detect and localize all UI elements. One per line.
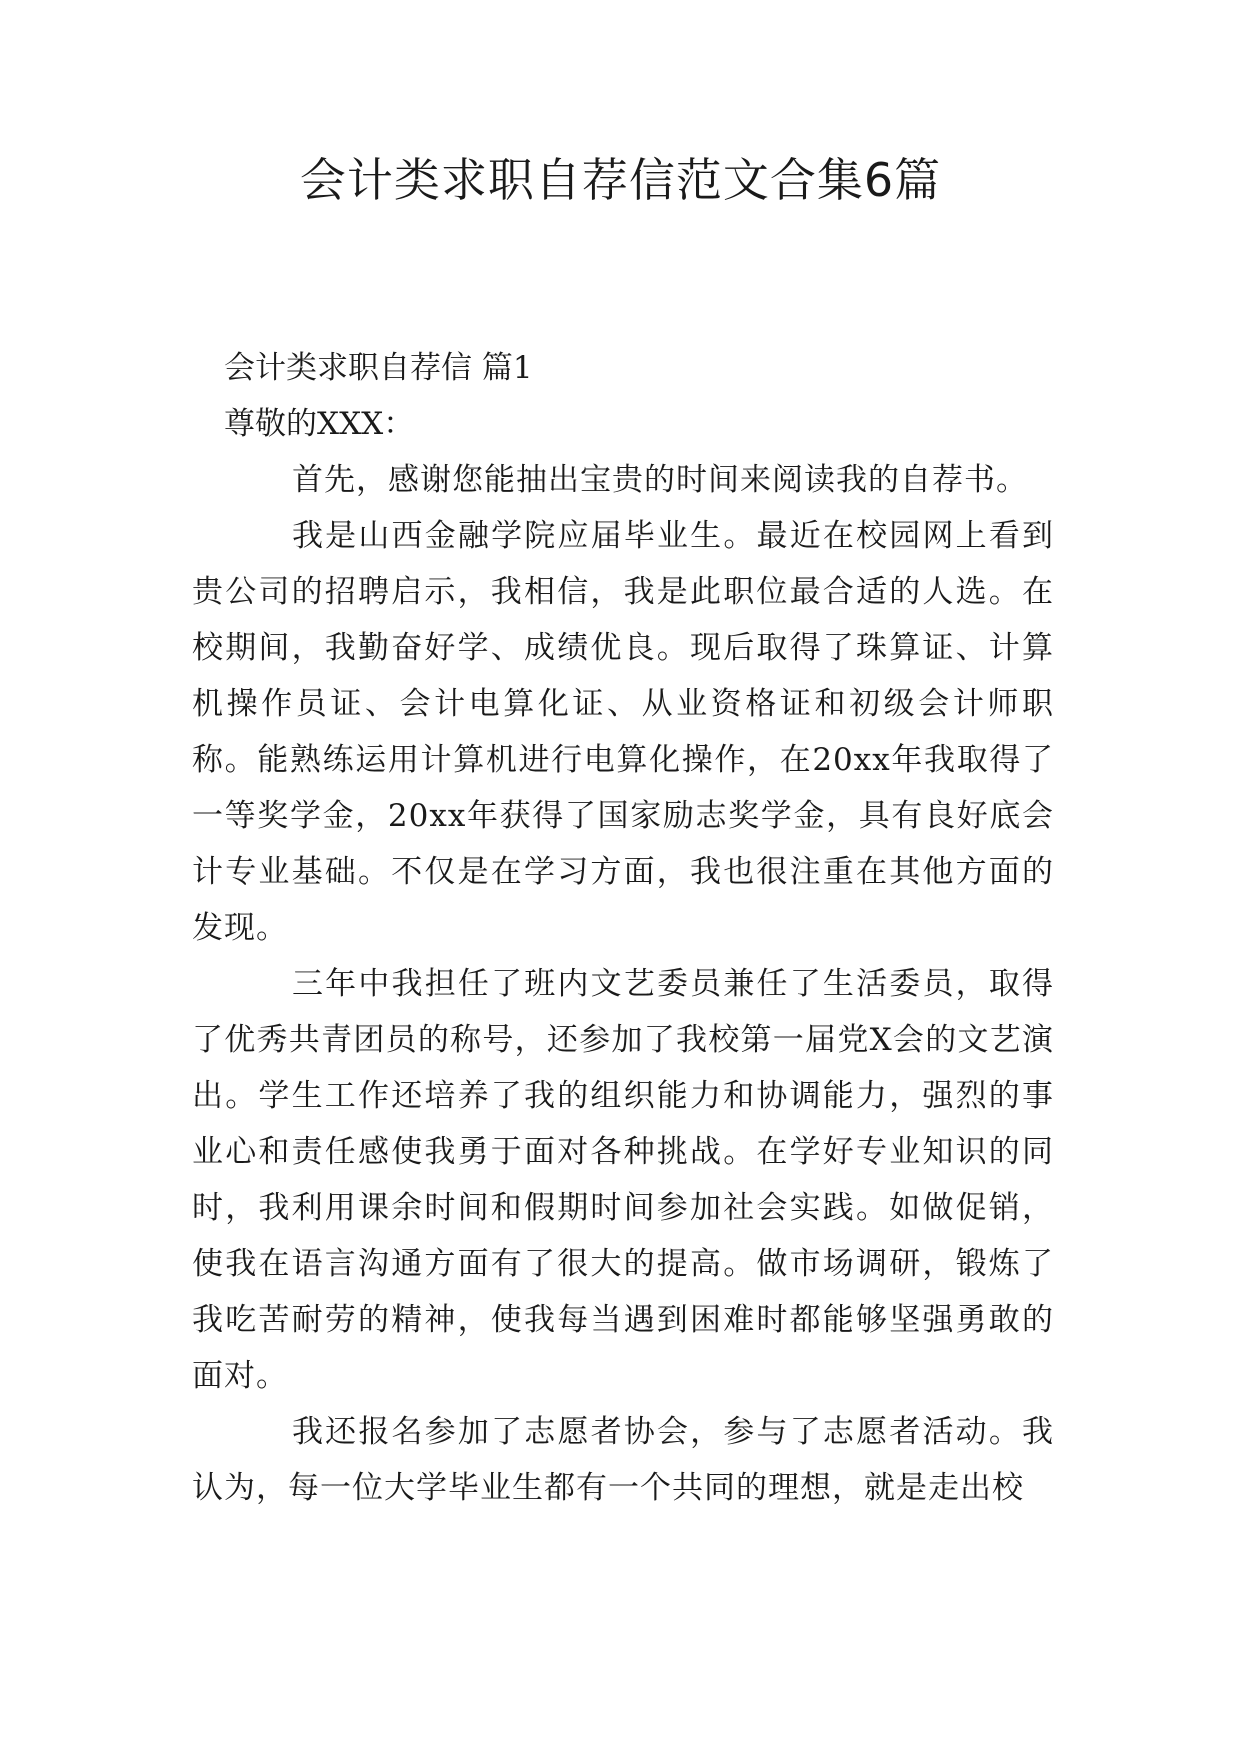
section-heading: 会计类求职自荐信 篇1 <box>224 350 533 386</box>
paragraph-1: 首先，感谢您能抽出宝贵的时间来阅读我的自荐书。 <box>292 462 1028 498</box>
paragraph-3: 三年中我担任了班内文艺委员兼任了生活委员，取得了优秀共青团员的称号，还参加了我校第一届党X会的文艺演出。学生工作还培养了我的组织能力和协调能力，强烈的事业心和责任感使我勇于面对各种挑战。在学好专业知识的同时，我利用课余时间和假期时间参加社会实践。如做促销，使我在语言沟通方面有了很大的提高。做市场调研，锻炼了我吃苦耐劳的精神，使我每当遇到困难时都能够坚强勇敢的面对。 <box>192 966 1054 1394</box>
salutation: 尊敬的XXX： <box>224 406 415 442</box>
document-title: 会计类求职自荐信范文合集6篇 <box>299 153 942 207</box>
paragraph-2: 我是山西金融学院应届毕业生。最近在校园网上看到贵公司的招聘启示，我相信，我是此职位最合适的人选。在校期间，我勤奋好学、成绩优良。现后取得了珠算证、计算机操作员证、会计电算化证、从业资格证和初级会计师职称。能熟练运用计算机进行电算化操作，在20xx年我取得了一等奖学金，20xx年获得了国家励志奖学金，具有良好底会计专业基础。不仅是在学习方面，我也很注重在其他方面的发现。 <box>192 518 1054 946</box>
document-body <box>192 340 1054 1516</box>
paragraph-4: 我还报名参加了志愿者协会，参与了志愿者活动。我认为，每一位大学毕业生都有一个共同的理想，就是走出校 <box>192 1414 1054 1506</box>
